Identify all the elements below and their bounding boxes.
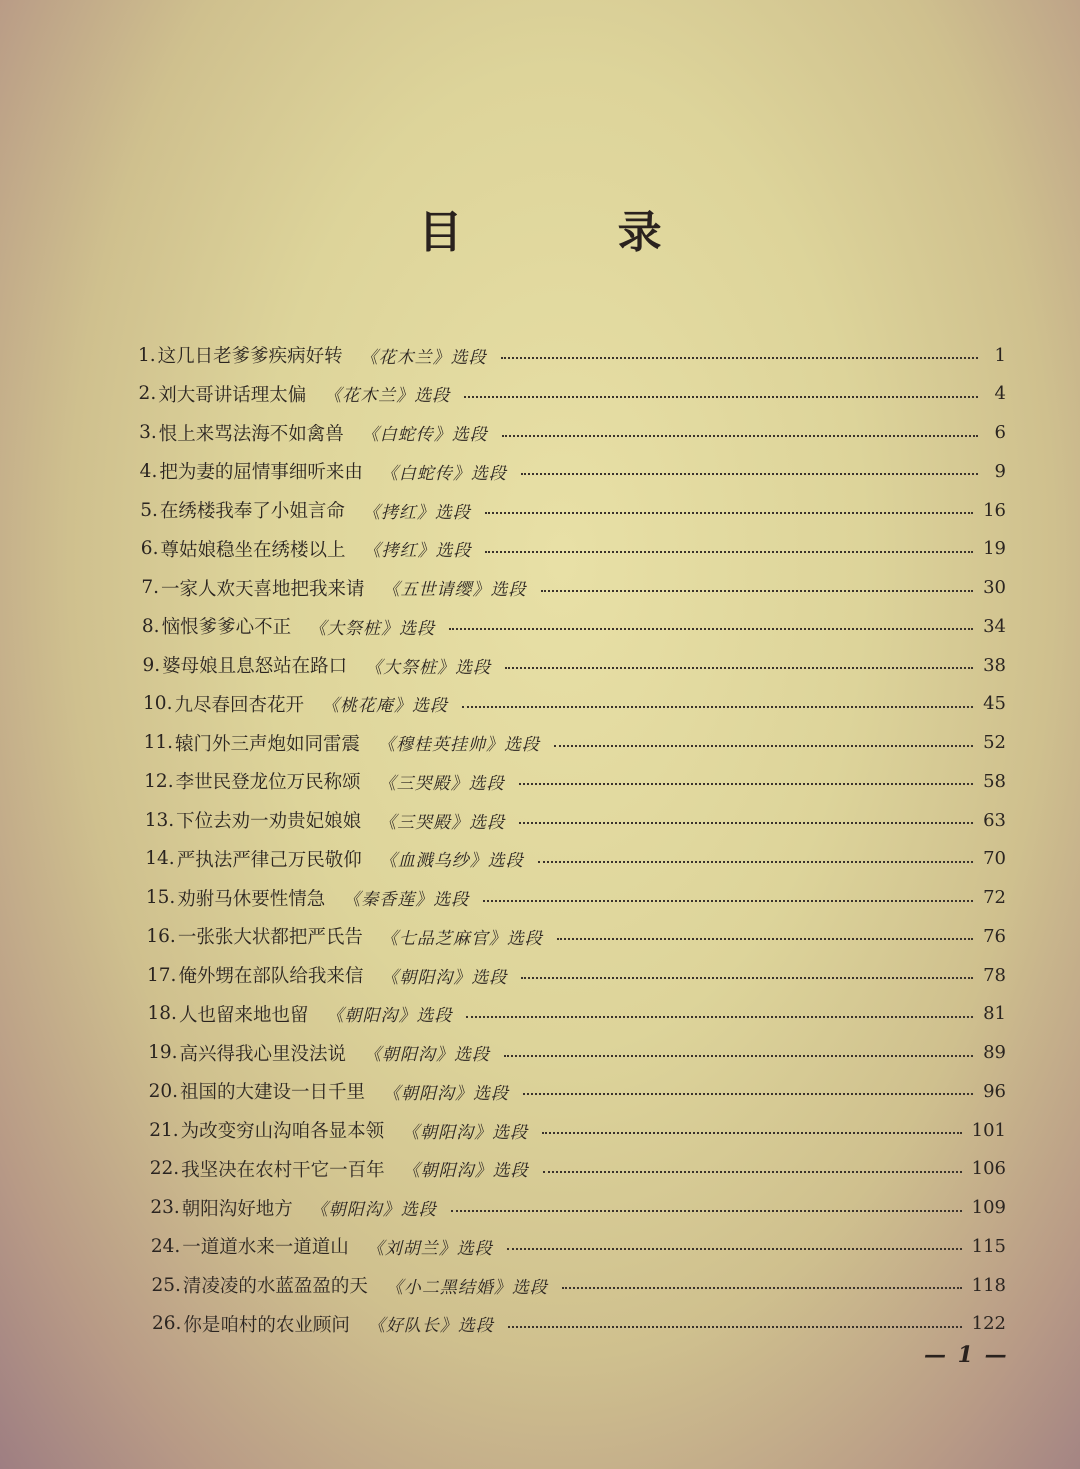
- dot-leader: [521, 977, 973, 979]
- toc-entry-title: 尊姑娘稳坐在绣楼以上: [160, 539, 346, 561]
- toc-entry-title: 在绣楼我奉了小姐言命: [159, 501, 345, 522]
- toc-entry-number: 5.: [140, 499, 158, 521]
- dot-leader: [508, 1326, 962, 1328]
- toc-entry-number: 1.: [138, 344, 156, 366]
- toc-entry-number: 25.: [151, 1274, 181, 1296]
- toc-entry-source: 《桃花庵》选段: [321, 696, 448, 717]
- toc-entry-source: 《小二黑结婚》选段: [385, 1277, 548, 1298]
- toc-entry-number: 14.: [145, 848, 175, 870]
- toc-entry-number: 7.: [141, 577, 160, 598]
- toc-entry-page: 76: [983, 925, 1006, 947]
- dot-leader: [519, 822, 973, 824]
- toc-entry-source: 《朝阳沟》选段: [402, 1122, 529, 1143]
- toc-entry-title: 把为妻的屈情事细听来由: [159, 462, 363, 484]
- toc-entry: [150, 1152, 1006, 1186]
- toc-entry-title: 李世民登龙位万民称颂: [175, 772, 361, 794]
- dot-leader: [464, 396, 978, 398]
- toc-entry-source: 《朝阳沟》选段: [402, 1161, 529, 1182]
- dot-leader: [543, 1171, 962, 1173]
- toc-entry: [150, 1191, 1006, 1225]
- toc-entry: [141, 571, 1006, 605]
- toc-entry-number: 21.: [149, 1119, 179, 1141]
- toc-entry-title: 一家人欢天喜地把我来请: [161, 578, 365, 600]
- toc-entry-page: 19: [983, 538, 1006, 560]
- dot-leader: [542, 1132, 962, 1134]
- toc-entry-source: 《花木兰》选段: [360, 347, 487, 368]
- dot-leader: [485, 551, 973, 553]
- dot-leader: [541, 590, 974, 592]
- toc-entry: [140, 493, 1006, 527]
- toc-entry: [152, 1307, 1006, 1341]
- toc-entry-title: 清凌凌的水蓝盈盈的天: [182, 1276, 368, 1297]
- toc-entry-title: 一张张大状都把严氏告: [177, 927, 363, 949]
- dot-leader: [519, 783, 973, 785]
- toc-entry-source: 《朝阳沟》选段: [364, 1045, 491, 1065]
- toc-entry: [149, 1113, 1006, 1147]
- toc-entry: [141, 532, 1006, 566]
- toc-entry-source: 《血溅乌纱》选段: [379, 851, 524, 872]
- toc-entry-source: 《穆桂英挂帅》选段: [378, 735, 541, 755]
- toc-entry-number: 2.: [138, 383, 157, 405]
- toc-entry-source: 《三哭殿》选段: [378, 773, 505, 794]
- toc-entry-title: 恼恨爹爹心不正: [161, 617, 292, 639]
- toc-entry: [145, 842, 1006, 876]
- toc-entry-number: 17.: [146, 964, 177, 986]
- toc-entry-number: 18.: [147, 1003, 177, 1025]
- toc-entry-page: 63: [983, 809, 1006, 831]
- toc-entry-page: 9: [994, 460, 1006, 482]
- dot-leader: [502, 435, 978, 437]
- toc-entry-page: 89: [983, 1042, 1006, 1063]
- toc-entry-source: 《三哭殿》选段: [379, 812, 506, 833]
- toc-entry-page: 96: [983, 1080, 1006, 1102]
- toc-entry-page: 6: [994, 422, 1006, 443]
- toc-entry-number: 23.: [150, 1197, 180, 1218]
- toc-entry-page: 101: [971, 1119, 1006, 1141]
- toc-entry-page: 1: [994, 344, 1006, 366]
- dot-leader: [504, 1055, 973, 1057]
- dot-leader: [505, 667, 973, 669]
- toc-entry-source: 《好队长》选段: [367, 1316, 494, 1337]
- toc-entry-page: 109: [971, 1197, 1006, 1218]
- toc-entry-number: 11.: [143, 732, 174, 753]
- toc-entry-number: 10.: [143, 693, 173, 715]
- toc-entry: [145, 803, 1006, 837]
- toc-entry-source: 《五世请缨》选段: [382, 580, 527, 600]
- toc-entry-title: 刘大哥讲话理太偏: [158, 384, 307, 406]
- toc-entry-source: 《朝阳沟》选段: [383, 1083, 510, 1104]
- dot-leader: [507, 1248, 962, 1250]
- toc-entry-title: 辕门外三声炮如同雷震: [175, 733, 361, 755]
- toc-entry: [151, 1229, 1006, 1263]
- toc-entry: [142, 648, 1006, 682]
- toc-entry: [148, 997, 1006, 1031]
- toc-entry-source: 《朝阳沟》选段: [381, 967, 508, 988]
- toc-entry-title: 你是咱村的农业顾问: [183, 1314, 350, 1336]
- toc-entry-source: 《秦香莲》选段: [343, 890, 470, 910]
- toc-entry: [139, 377, 1006, 411]
- toc-entry: [146, 881, 1006, 915]
- dot-leader: [523, 1093, 973, 1095]
- toc-entry: [148, 1036, 1006, 1070]
- toc-entry-source: 《白蛇传》选段: [380, 463, 507, 484]
- dot-leader: [466, 1016, 973, 1018]
- toc-entry-page: 30: [983, 577, 1006, 598]
- page-number-footer: — 1 —: [924, 1342, 1009, 1368]
- page-title: 目 录: [418, 207, 732, 258]
- toc-entry-page: 106: [971, 1158, 1006, 1180]
- toc-entry: [146, 919, 1006, 953]
- toc-entry-source: 《大祭桩》选段: [309, 618, 436, 639]
- toc-entry-source: 《朝阳沟》选段: [326, 1006, 453, 1027]
- toc-entry-number: 22.: [149, 1158, 180, 1180]
- toc-entry-source: 《七品芝麻官》选段: [380, 928, 543, 949]
- dot-leader: [501, 357, 978, 359]
- toc-entry-page: 52: [983, 732, 1006, 753]
- toc-entry-source: 《拷红》选段: [362, 502, 471, 523]
- toc-entry-page: 78: [983, 964, 1006, 986]
- toc-entry-source: 《白蛇传》选段: [361, 425, 488, 445]
- toc-entry-page: 81: [983, 1003, 1006, 1025]
- toc-entry-page: 118: [971, 1274, 1006, 1296]
- toc-entry-title: 高兴得我心里没法说: [179, 1043, 347, 1065]
- toc-entry-page: 58: [983, 770, 1006, 792]
- dot-leader: [554, 745, 973, 747]
- toc-entry-page: 70: [983, 848, 1006, 870]
- toc-entry-page: 115: [971, 1235, 1006, 1257]
- toc-entry-page: 45: [983, 693, 1006, 715]
- toc-entry: [138, 338, 1006, 372]
- dot-leader: [562, 1287, 962, 1289]
- toc-entry: [139, 416, 1006, 450]
- toc-entry-source: 《朝阳沟》选段: [310, 1200, 437, 1220]
- toc-entry-page: 38: [983, 654, 1006, 676]
- toc-entry-title: 九尽春回杏花开: [174, 694, 304, 716]
- toc-entry-title: 劝驸马休要性情急: [177, 888, 326, 910]
- toc-entry-number: 15.: [145, 887, 176, 908]
- dot-leader: [449, 628, 973, 630]
- dot-leader: [538, 861, 973, 863]
- toc-entry: [147, 958, 1006, 992]
- toc-entry-title: 祖国的大建设一日千里: [180, 1082, 366, 1104]
- toc-entry-title: 人也留来地也留: [178, 1004, 309, 1026]
- toc-entry-source: 《花木兰》选段: [324, 386, 451, 407]
- toc-entry-title: 严执法严律己万民敬仰: [176, 849, 362, 871]
- toc-entry-page: 72: [983, 887, 1006, 908]
- toc-entry-number: 13.: [144, 809, 175, 831]
- toc-entry-source: 《刘胡兰》选段: [366, 1238, 493, 1259]
- toc-entry: [140, 454, 1006, 488]
- toc-entry-number: 16.: [146, 925, 176, 947]
- toc-entry-number: 19.: [148, 1042, 178, 1063]
- toc-entry: [144, 726, 1006, 760]
- toc-entry-page: 16: [983, 499, 1006, 521]
- dot-leader: [521, 473, 978, 475]
- dot-leader: [483, 900, 973, 902]
- toc-entry: [143, 687, 1006, 721]
- toc-entry-title: 朝阳沟好地方: [181, 1198, 293, 1220]
- toc-entry-number: 6.: [140, 538, 159, 560]
- toc-entry-number: 3.: [139, 422, 157, 443]
- toc-entry-title: 我坚决在农村干它一百年: [181, 1159, 385, 1181]
- toc-entry-title: 俺外甥在部队给我来信: [178, 966, 364, 987]
- toc-entry-title: 为改变穷山沟咱各显本领: [180, 1121, 385, 1142]
- toc-entry-number: 26.: [152, 1313, 182, 1335]
- dot-leader: [557, 938, 973, 940]
- toc-entry-source: 《大祭桩》选段: [365, 657, 492, 678]
- toc-entry: [142, 609, 1006, 643]
- toc-entry-number: 24.: [150, 1235, 181, 1257]
- dot-leader: [462, 706, 973, 708]
- toc-entry-number: 9.: [142, 654, 161, 676]
- toc-entry: [151, 1268, 1006, 1302]
- toc-entry-number: 20.: [148, 1080, 179, 1102]
- toc-entry-title: 一道道水来一道道山: [182, 1237, 349, 1259]
- toc-entry: [149, 1074, 1006, 1108]
- toc-entry-title: 恨上来骂法海不如禽兽: [158, 423, 344, 445]
- toc-entry-title: 婆母娘且息怒站在路口: [162, 656, 348, 677]
- toc-entry-number: 8.: [141, 615, 160, 637]
- toc-entry-title: 这几日老爹爹疾病好转: [157, 346, 343, 367]
- toc-entry-page: 4: [994, 383, 1006, 405]
- toc-entry-number: 4.: [139, 460, 158, 482]
- toc-entry-title: 下位去劝一劝贵妃娘娘: [176, 811, 362, 832]
- toc-entry-page: 122: [971, 1313, 1006, 1335]
- toc-entry-page: 34: [983, 615, 1006, 637]
- toc-entry-number: 12.: [144, 770, 174, 792]
- dot-leader: [451, 1210, 962, 1212]
- dot-leader: [485, 512, 973, 514]
- toc-entry: [144, 764, 1006, 798]
- toc-entry-source: 《拷红》选段: [363, 541, 472, 562]
